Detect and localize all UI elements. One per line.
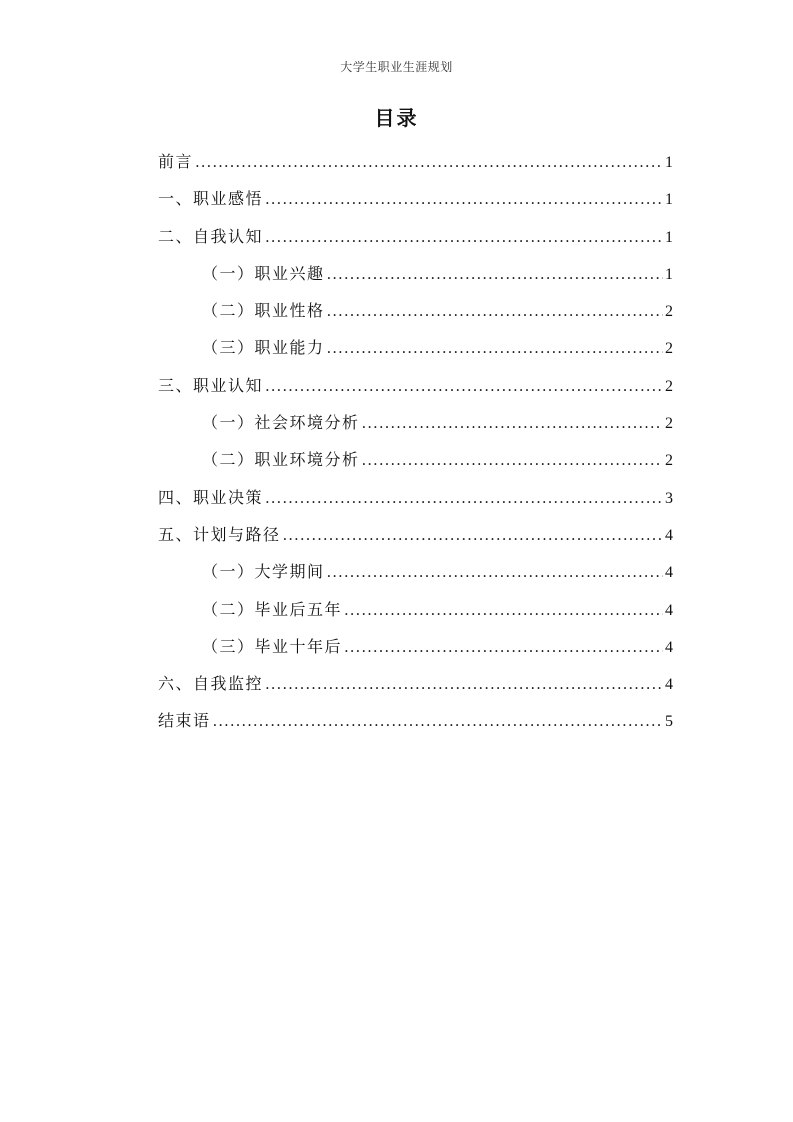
- toc-entry-career-environment[interactable]: [158, 446, 673, 483]
- toc-entry-page: 4: [665, 676, 673, 694]
- toc-entry-label: 三、职业认知: [158, 375, 264, 395]
- toc-entry-conclusion[interactable]: [158, 707, 673, 744]
- toc-dot-leader: [362, 446, 663, 474]
- toc-entry-plan-and-path[interactable]: [158, 521, 673, 558]
- toc-entry-label: 五、计划与路径: [158, 524, 281, 544]
- toc-dot-leader: [362, 409, 663, 437]
- toc-entry-label: （一）社会环境分析: [202, 413, 360, 433]
- toc-entry-label: （二）职业环境分析: [202, 450, 360, 470]
- toc-dot-leader: [195, 148, 663, 176]
- toc-entry-label: 结束语: [158, 711, 211, 731]
- toc-entry-label: （一）职业兴趣: [202, 263, 325, 283]
- toc-entry-self-awareness[interactable]: [158, 223, 673, 260]
- toc-entry-career-personality[interactable]: [158, 297, 673, 334]
- toc-entry-page: 4: [665, 526, 673, 544]
- toc-entry-career-interest[interactable]: [158, 260, 673, 297]
- header-divider: [158, 78, 673, 79]
- toc-dot-leader: [265, 670, 663, 698]
- toc-dot-leader: [327, 334, 663, 362]
- toc-entry-career-ability[interactable]: [158, 334, 673, 371]
- toc-entry-label: 一、职业感悟: [158, 189, 264, 209]
- toc-entry-page: 3: [665, 489, 673, 507]
- toc-entry-during-university[interactable]: [158, 558, 673, 595]
- toc-dot-leader: [344, 596, 663, 624]
- toc-entry-page: 4: [665, 564, 673, 582]
- toc-entry-page: 5: [665, 713, 673, 731]
- toc-entry-label: 四、职业决策: [158, 487, 264, 507]
- toc-entry-page: 2: [665, 377, 673, 395]
- toc-dot-leader: [327, 260, 663, 288]
- toc-dot-leader: [265, 223, 663, 251]
- running-header: 大学生职业生涯规划: [340, 60, 453, 74]
- toc-dot-leader: [213, 707, 663, 735]
- toc-entry-career-insight[interactable]: [158, 185, 673, 222]
- toc-entry-page: 2: [665, 303, 673, 321]
- toc-dot-leader: [327, 558, 663, 586]
- toc-entry-page: 1: [665, 265, 673, 283]
- toc-entry-page: 2: [665, 452, 673, 470]
- toc-dot-leader: [283, 521, 663, 549]
- toc-dot-leader: [265, 185, 663, 213]
- table-of-contents: [158, 148, 673, 745]
- toc-entry-page: 4: [665, 601, 673, 619]
- toc-dot-leader: [327, 297, 663, 325]
- toc-entry-self-monitoring[interactable]: [158, 670, 673, 707]
- toc-entry-label: （二）毕业后五年: [202, 599, 343, 619]
- toc-entry-label: （一）大学期间: [202, 562, 325, 582]
- toc-entry-page: 2: [665, 415, 673, 433]
- toc-entry-label: （二）职业性格: [202, 301, 325, 321]
- toc-dot-leader: [265, 484, 663, 512]
- toc-entry-social-environment[interactable]: [158, 409, 673, 446]
- toc-entry-label: 二、自我认知: [158, 226, 264, 246]
- toc-entry-page: 1: [665, 154, 673, 171]
- toc-entry-career-decision[interactable]: [158, 484, 673, 521]
- toc-entry-page: 1: [665, 228, 673, 246]
- toc-entry-label: （三）毕业十年后: [202, 636, 343, 656]
- toc-entry-label: 前言: [158, 152, 194, 171]
- toc-entry-page: 1: [665, 191, 673, 209]
- toc-entry-career-cognition[interactable]: [158, 372, 673, 409]
- toc-entry-page: 4: [665, 638, 673, 656]
- toc-entry-preface[interactable]: [158, 148, 673, 185]
- toc-entry-page: 2: [665, 340, 673, 358]
- toc-entry-ten-years-after-graduation[interactable]: [158, 633, 673, 670]
- toc-title: 目录: [374, 106, 419, 130]
- toc-entry-label: （三）职业能力: [202, 338, 325, 358]
- toc-entry-label: 六、自我监控: [158, 674, 264, 694]
- toc-entry-five-years-after-graduation[interactable]: [158, 596, 673, 633]
- toc-dot-leader: [344, 633, 663, 661]
- toc-dot-leader: [265, 372, 663, 400]
